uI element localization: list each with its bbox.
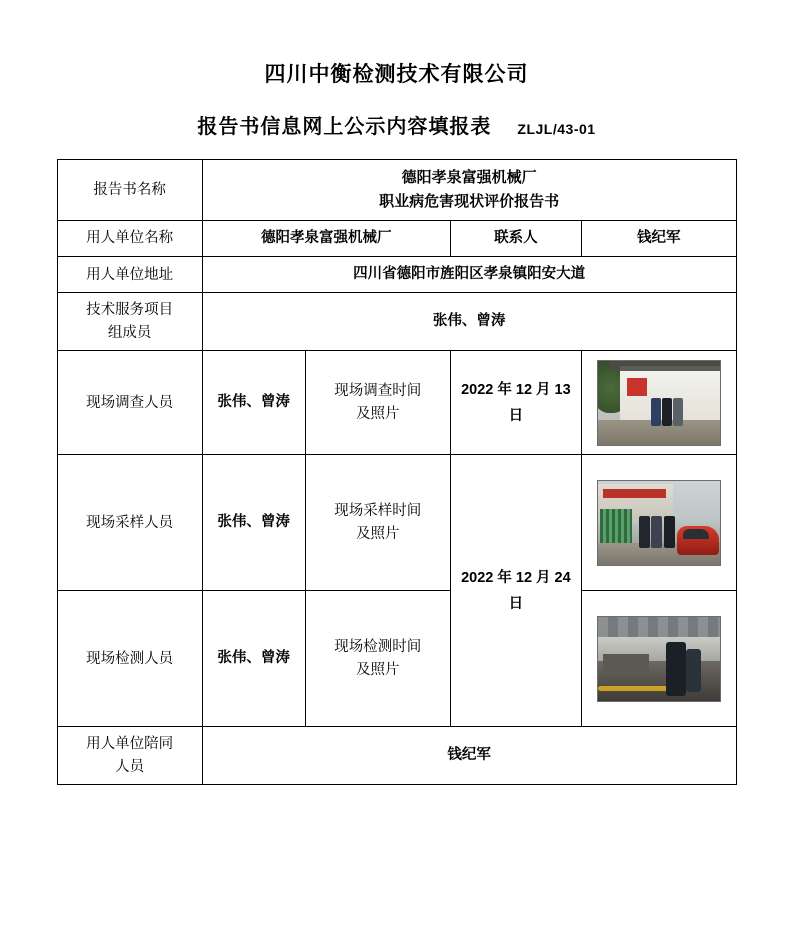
site-survey-item-line-1: 现场调查时间	[334, 383, 422, 400]
row-value-contact: 钱纪军	[581, 221, 736, 257]
project-team-label-line-1: 技术服务项目	[86, 302, 174, 319]
row-label-site-survey: 现场调查人员	[57, 351, 202, 455]
row-value-project-team: 张伟、曾涛	[202, 293, 736, 351]
row-staff-site-testing: 张伟、曾涛	[202, 591, 305, 727]
row-date-site-sampling-testing: 2022 年 12 月 24 日	[450, 455, 581, 727]
machine-shape	[603, 654, 649, 674]
row-value-accompanying-staff: 钱纪军	[202, 727, 736, 785]
row-item-site-survey	[305, 351, 450, 455]
table-row	[57, 455, 736, 591]
hose-shape	[598, 686, 674, 691]
table-row	[57, 257, 736, 293]
document-page	[0, 58, 793, 933]
person-shape	[686, 649, 702, 693]
accompanying-label-line-1: 用人单位陪同	[86, 736, 174, 753]
person-shape	[639, 516, 650, 548]
report-name-line-2: 职业病危害现状评价报告书	[379, 193, 560, 210]
person-shape	[651, 398, 661, 427]
row-photo-site-sampling	[581, 455, 736, 591]
row-date-site-survey: 2022 年 12 月 13 日	[450, 351, 581, 455]
row-label-employer-name: 用人单位名称	[57, 221, 202, 257]
form-code: ZLJL/43-01	[517, 121, 596, 137]
row-value-report-name	[202, 160, 736, 221]
subtitle-row	[0, 110, 793, 139]
person-shape	[664, 516, 675, 548]
table-row	[57, 727, 736, 785]
site-survey-item-line-2: 及照片	[356, 405, 400, 422]
report-info-table	[57, 159, 737, 785]
table-row	[57, 221, 736, 257]
table-row	[57, 293, 736, 351]
row-value-employer-name: 德阳孝泉富强机械厂	[202, 221, 450, 257]
accompanying-label-line-2: 人员	[115, 758, 145, 775]
site-survey-photo	[597, 360, 721, 446]
row-label-accompanying-staff	[57, 727, 202, 785]
site-testing-photo	[597, 616, 721, 702]
row-label-site-sampling: 现场采样人员	[57, 455, 202, 591]
table-row	[57, 351, 736, 455]
row-label-site-testing: 现场检测人员	[57, 591, 202, 727]
report-name-line-1: 德阳孝泉富强机械厂	[401, 169, 537, 186]
person-shape	[673, 398, 683, 427]
person-shape	[666, 642, 686, 696]
table-row	[57, 160, 736, 221]
sign-shape	[627, 378, 647, 396]
site-sampling-item-line-1: 现场采样时间	[334, 503, 422, 520]
person-shape	[662, 398, 672, 427]
row-photo-site-survey	[581, 351, 736, 455]
table-row	[57, 591, 736, 727]
site-testing-item-line-1: 现场检测时间	[334, 639, 422, 656]
row-label-contact: 联系人	[450, 221, 581, 257]
roof-beam-shape	[598, 617, 720, 639]
page-title: 四川中衡检测技术有限公司	[264, 63, 529, 86]
site-sampling-item-line-2: 及照片	[356, 525, 400, 542]
row-label-employer-address: 用人单位地址	[57, 257, 202, 293]
gate-shape	[600, 509, 632, 543]
row-label-report-name: 报告书名称	[57, 160, 202, 221]
banner-shape	[603, 489, 666, 497]
row-value-employer-address: 四川省德阳市旌阳区孝泉镇阳安大道	[202, 257, 736, 293]
form-title: 报告书信息网上公示内容填报表	[197, 116, 492, 138]
site-testing-item-line-2: 及照片	[356, 661, 400, 678]
row-staff-site-sampling: 张伟、曾涛	[202, 455, 305, 591]
row-label-project-team	[57, 293, 202, 351]
site-sampling-photo	[597, 480, 721, 566]
row-photo-site-testing	[581, 591, 736, 727]
person-shape	[651, 516, 662, 548]
car-shape	[677, 526, 718, 555]
row-item-site-testing	[305, 591, 450, 727]
row-staff-site-survey: 张伟、曾涛	[202, 351, 305, 455]
project-team-label-line-2: 组成员	[107, 324, 152, 341]
row-item-site-sampling	[305, 455, 450, 591]
